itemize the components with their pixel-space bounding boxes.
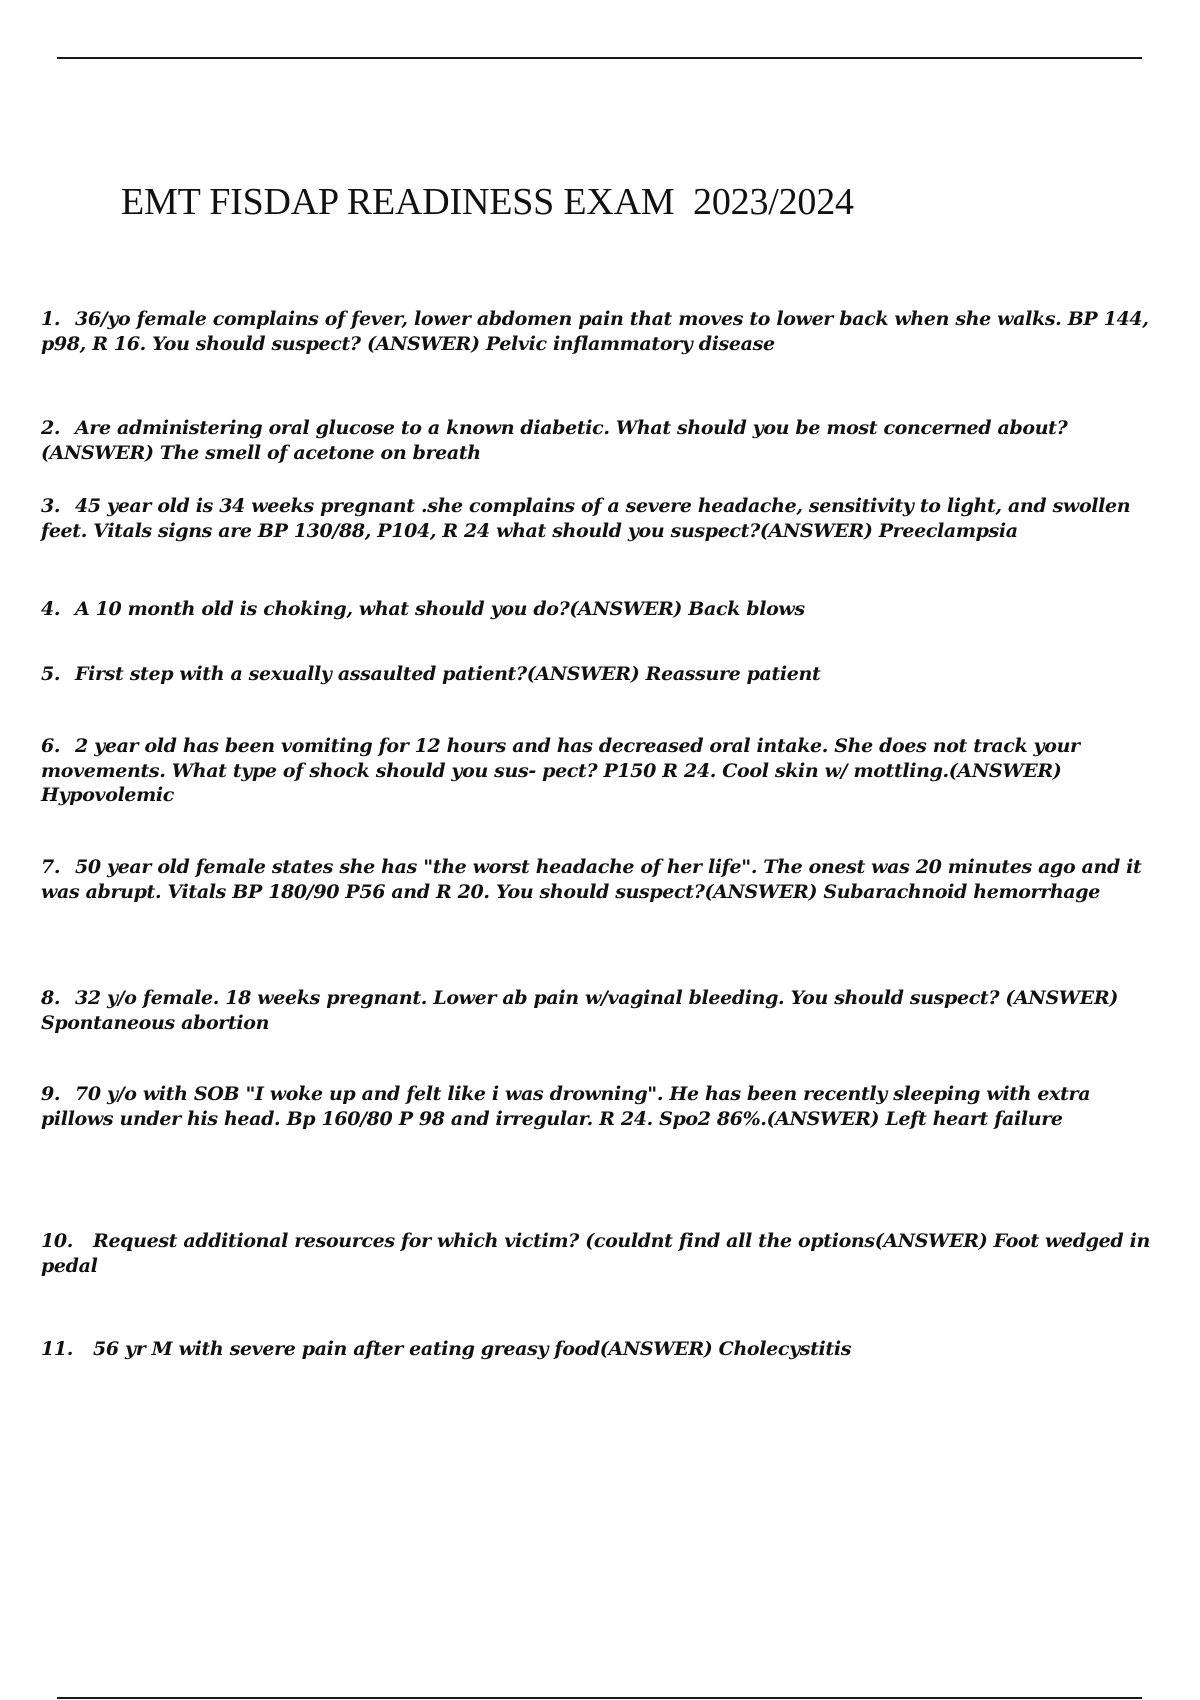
question-1 <box>41 307 1161 356</box>
question-10 <box>41 1229 1161 1278</box>
page-title: EMT FISDAP READINESS EXAM 2023/2024 <box>121 181 854 223</box>
question-6 <box>41 734 1161 808</box>
question-text: 70 y/o with SOB "I woke up and felt like i was drowning". He has been recently sleeping with extra pillows under his head. Bp 160/80 P 98 and irregular. R 24. Spo2 86%.(ANSWER) Left heart failure <box>41 1083 1091 1130</box>
question-number: 7. <box>41 856 61 878</box>
question-5 <box>41 662 1161 687</box>
question-text: 36/yo female complains of fever, lower abdomen pain that moves to lower back when she walks. BP 144, p98, R 16. You should suspect? (ANSWER) Pelvic inflammatory disease <box>41 308 1149 355</box>
question-number: 2. <box>41 417 61 439</box>
question-text: 50 year old female states she has "the worst headache of her life". The onest was 20 minutes ago and it was abrupt. Vitals BP 180/90 P56 and R 20. You should suspect?(ANSWER) Subarachnoid hemorrhage <box>41 856 1142 903</box>
question-9 <box>41 1082 1161 1131</box>
question-7 <box>41 855 1161 904</box>
question-number: 11. <box>41 1338 74 1360</box>
question-2 <box>41 416 1161 465</box>
question-number: 9. <box>41 1083 61 1105</box>
bottom-rule <box>57 1697 1142 1699</box>
question-number: 6. <box>41 735 61 757</box>
question-number: 1. <box>41 308 61 330</box>
question-text: First step with a sexually assaulted patient?(ANSWER) Reassure patient <box>75 663 821 685</box>
question-number: 4. <box>41 598 61 620</box>
question-number: 3. <box>41 495 61 517</box>
question-11 <box>41 1337 1161 1362</box>
question-number: 5. <box>41 663 61 685</box>
question-8 <box>41 986 1161 1035</box>
question-4 <box>41 597 1161 622</box>
question-3 <box>41 494 1161 543</box>
question-text: A 10 month old is choking, what should you do?(ANSWER) Back blows <box>75 598 805 620</box>
question-text: 45 year old is 34 weeks pregnant .she complains of a severe headache, sensitivity to light, and swollen feet. Vitals signs are BP 130/88, P104, R 24 what should you suspect?(ANSWER) Preeclampsia <box>41 495 1131 542</box>
question-text: 2 year old has been vomiting for 12 hours and has decreased oral intake. She does not track your movements. What type of shock should you sus- pect? P150 R 24. Cool skin w/ mottling.(ANSWER) Hypovolemic <box>41 735 1080 806</box>
question-number: 8. <box>41 987 61 1009</box>
question-text: Request additional resources for which victim? (couldnt find all the options(ANSWER) Foot wedged in pedal <box>41 1230 1150 1277</box>
question-text: 56 yr M with severe pain after eating greasy food(ANSWER) Cholecystitis <box>93 1338 852 1360</box>
question-text: 32 y/o female. 18 weeks pregnant. Lower ab pain w/vaginal bleeding. You should suspect? (ANSWER) Spontaneous abortion <box>41 987 1119 1034</box>
question-text: Are administering oral glucose to a known diabetic. What should you be most concerned about? (ANSWER) The smell of acetone on breath <box>41 417 1068 464</box>
top-rule <box>57 57 1142 59</box>
question-number: 10. <box>41 1230 74 1252</box>
